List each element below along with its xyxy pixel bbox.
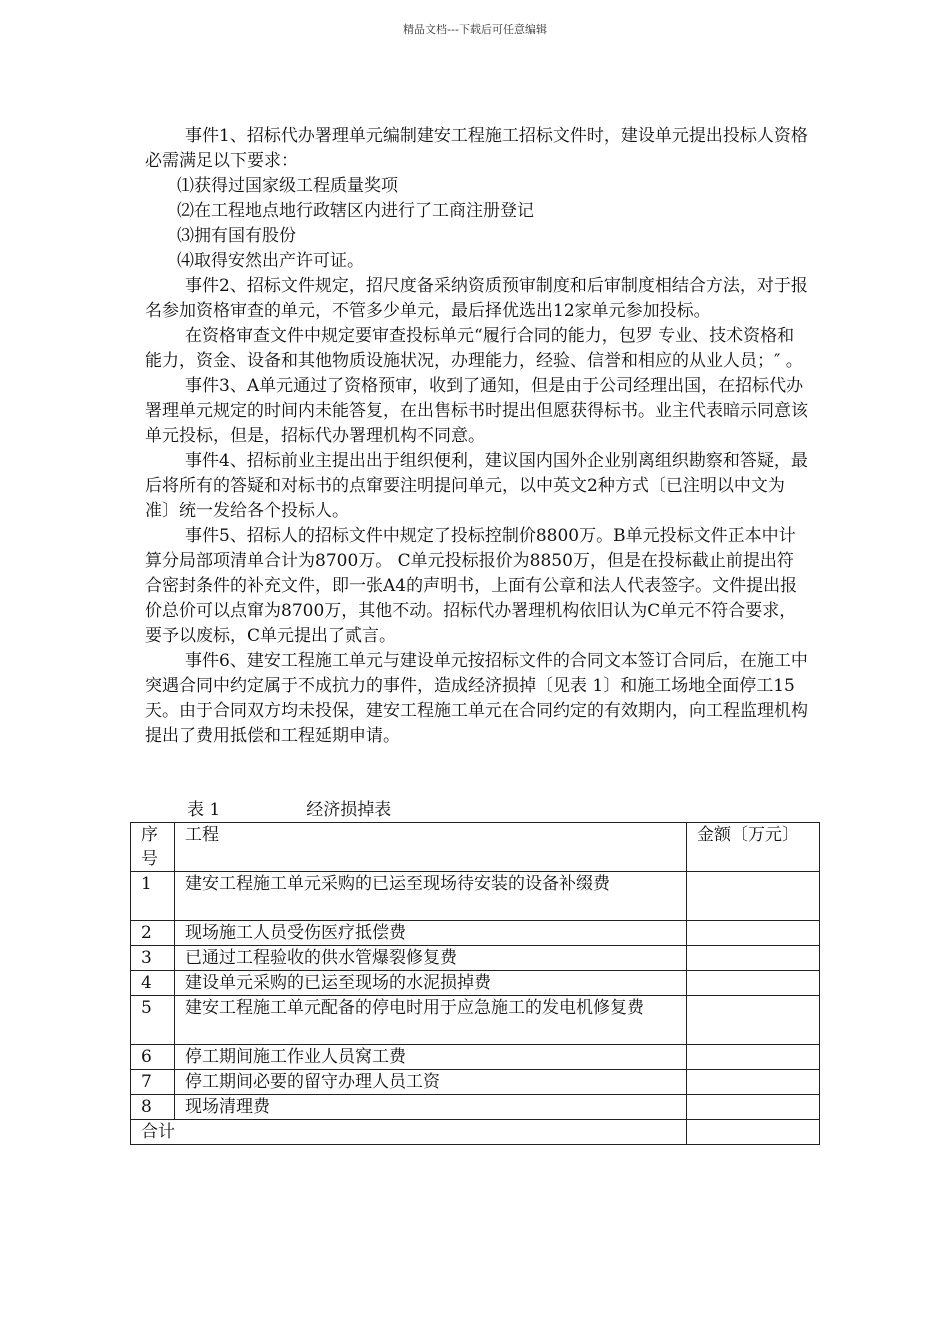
- table-caption: [187, 799, 391, 821]
- table-caption-label: 表 1: [187, 800, 221, 820]
- document-body: [145, 124, 810, 749]
- header-no: 序号: [131, 823, 175, 872]
- row-item: 建设单元采购的已运至现场的水泥损掉费: [175, 971, 687, 996]
- list-item: ⑶拥有国有股份: [177, 226, 296, 246]
- header-item: 工程: [175, 823, 687, 872]
- row-amount: [687, 921, 820, 946]
- paragraph: 事件6、建安工程施工单元与建设单元按招标文件的合同文本签订合同后，在施工中突遇合同中约定属于不成抗力的事件，造成经济损掉〔见表 1〕和施工场地全面停工15天。由于合同双方均未投保，建安工程施工单元在合同约定的有效期内，向工程监理机构提出了费用抵偿和工程延期申请。: [145, 651, 808, 746]
- row-no: 5: [131, 996, 175, 1045]
- paragraph: 事件4、招标前业主提出出于组织便利，建议国内国外企业别离组织勘察和答疑，最后将所有的答疑和对标书的点窜要注明提问单元，以中英文2种方式〔已注明以中文为准〕统一发给各个投标人。: [145, 451, 808, 521]
- row-no: 4: [131, 971, 175, 996]
- paragraph: 事件2、招标文件规定，招尺度备采纳资质预审制度和后审制度相结合方法，对于报名参加资格审查的单元，不管多少单元，最后择优选出12家单元参加投标。: [145, 276, 808, 321]
- row-item: 停工期间施工作业人员窝工费: [175, 1045, 687, 1070]
- table-row: [131, 1045, 820, 1070]
- row-amount: [687, 971, 820, 996]
- row-no: 8: [131, 1095, 175, 1120]
- table-row: [131, 996, 820, 1045]
- table-row: [131, 946, 820, 971]
- table-row: [131, 1095, 820, 1120]
- table-row: [131, 1070, 820, 1095]
- row-item: 已通过工程验收的供水管爆裂修复费: [175, 946, 687, 971]
- row-item: 建安工程施工单元采购的已运至现场待安装的设备补缀费: [175, 872, 687, 921]
- list-item: ⑷取得安然出产许可证。: [177, 251, 364, 271]
- page-header: 精品文档---下载后可任意编辑: [403, 23, 547, 36]
- paragraph: 事件5、招标人的招标文件中规定了投标控制价8800万。B单元投标文件正本中计算分局部项清单合计为8700万。 C单元投标报价为8850万，但是在投标截止前提出符合密封条件的补充文件，即一张A4的声明书，上面有公章和法人代表签字。文件提出报价总价可以点窜为8700万，其他不动。招标代办署理机构依旧认为C单元不符合要求，要予以废标，C单元提出了贰言。: [145, 526, 798, 646]
- row-amount: [687, 946, 820, 971]
- paragraph: 在资格审查文件中规定要审查投标单元“履行合同的能力，包罗 专业、技术资格和能力，资金、设备和其他物质设施状况，办理能力，经验、信誉和相应的从业人员；″ 。: [145, 326, 803, 371]
- table-header-row: [131, 823, 820, 872]
- header-amount: 金额〔万元〕: [687, 823, 820, 872]
- row-no: 7: [131, 1070, 175, 1095]
- row-item: 停工期间必要的留守办理人员工资: [175, 1070, 687, 1095]
- row-amount: [687, 872, 820, 921]
- row-amount: [687, 1070, 820, 1095]
- table-caption-title: 经济损掉表: [306, 800, 392, 820]
- table-row: [131, 872, 820, 921]
- row-no: 6: [131, 1045, 175, 1070]
- row-item: 现场施工人员受伤医疗抵偿费: [175, 921, 687, 946]
- table-row: [131, 921, 820, 946]
- row-no: 3: [131, 946, 175, 971]
- row-amount: [687, 1095, 820, 1120]
- economic-loss-table: [130, 822, 820, 1145]
- table-row: [131, 971, 820, 996]
- list-item: ⑵在工程地点地行政辖区内进行了工商注册登记: [177, 201, 534, 221]
- total-label: 合计: [131, 1120, 687, 1145]
- row-item: 建安工程施工单元配备的停电时用于应急施工的发电机修复费: [175, 996, 687, 1045]
- list-item: ⑴获得过国家级工程质量奖项: [177, 176, 398, 196]
- paragraph: 事件1、招标代办署理单元编制建安工程施工招标文件时，建设单元提出投标人资格必需满足以下要求：: [145, 126, 808, 171]
- paragraph: 事件3、A单元通过了资格预审，收到了通知，但是由于公司经理出国，在招标代办署理单元规定的时间内未能答复，在出售标书时提出但愿获得标书。业主代表暗示同意该单元投标，但是，招标代办署理机构不同意。: [145, 376, 808, 446]
- row-no: 1: [131, 872, 175, 921]
- row-amount: [687, 996, 820, 1045]
- row-no: 2: [131, 921, 175, 946]
- row-amount: [687, 1045, 820, 1070]
- row-item: 现场清理费: [175, 1095, 687, 1120]
- total-amount: [687, 1120, 820, 1145]
- table-total-row: [131, 1120, 820, 1145]
